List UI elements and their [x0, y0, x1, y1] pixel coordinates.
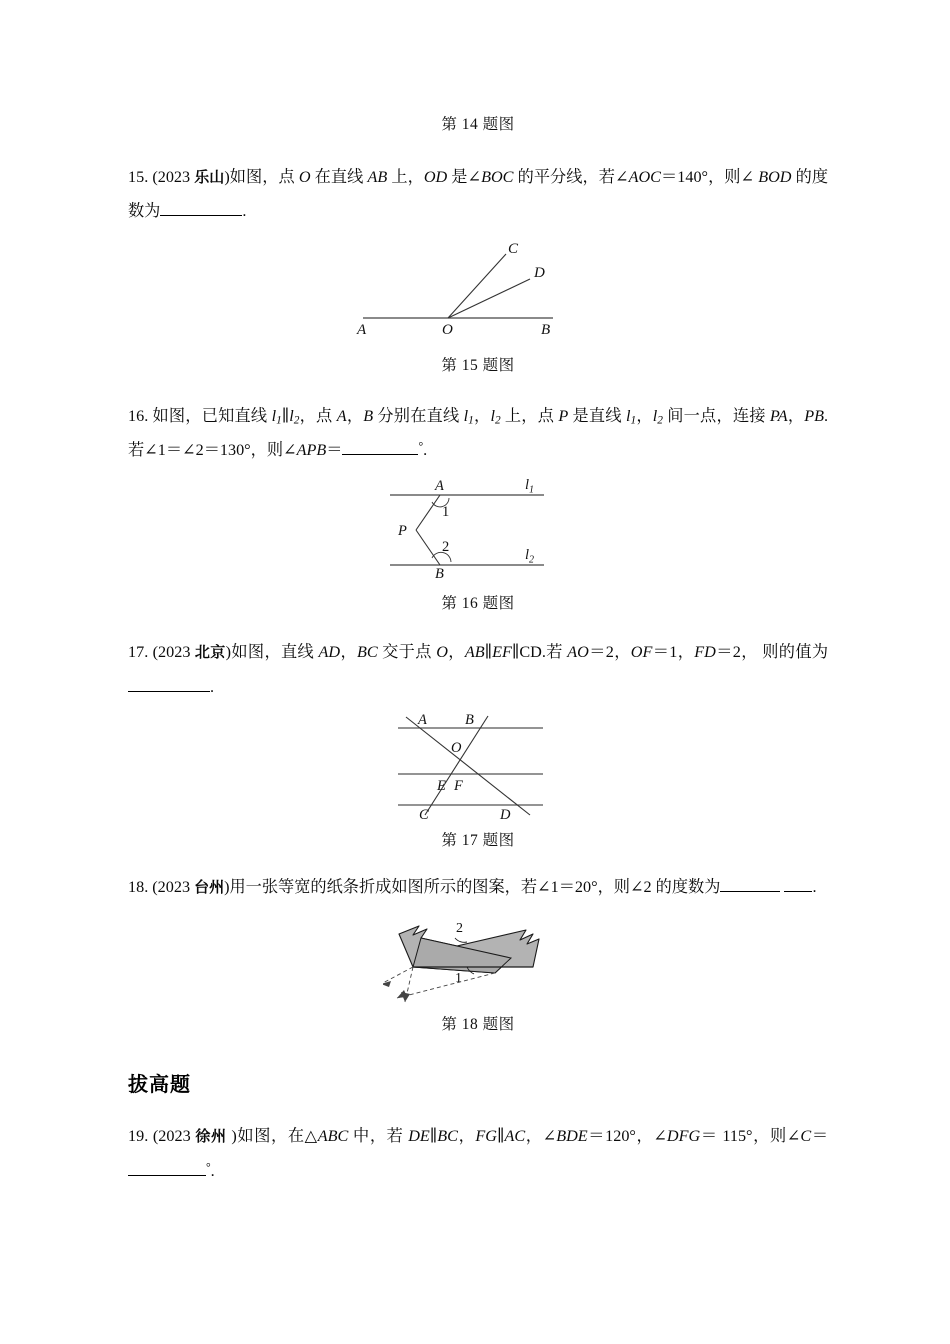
q15-var-O: O: [298, 168, 311, 186]
q19-answer-blank[interactable]: [128, 1175, 206, 1176]
figure-15: [128, 241, 828, 339]
q15-t1: 如图，点: [229, 168, 299, 186]
figure-15-label-D: D: [534, 264, 545, 281]
q16-l2: l: [289, 406, 294, 425]
q17-t1: 如图，直线: [230, 643, 319, 662]
q15-tail: .: [242, 202, 247, 221]
dashed-line-diagonal: [397, 973, 495, 998]
figure-17-label-O: O: [451, 740, 462, 757]
q15-answer-blank[interactable]: [160, 215, 242, 216]
figure-17-label-A: A: [418, 712, 427, 729]
dashed-line-left: [383, 967, 413, 984]
page-content: [128, 0, 828, 1188]
figure-15-label-O: O: [442, 321, 453, 338]
q15-var-AOC: AOC: [628, 168, 661, 186]
q17-c2: ，: [447, 643, 465, 662]
figure-17-label-E: E: [437, 778, 446, 795]
q17-var-BC: BC: [357, 643, 378, 662]
q15-var-OD: OD: [423, 168, 448, 186]
q17-t2: 交于点: [377, 643, 437, 662]
figure-16-label-l2: $l_2$: [525, 547, 535, 566]
angle-arc-2: [455, 938, 467, 942]
figure-15-label-C: C: [508, 240, 519, 257]
figure-17-label-D: D: [500, 807, 511, 823]
q16-t4: 上，点: [500, 406, 559, 425]
q16-l2-sub: 2: [293, 414, 300, 427]
q16-answer-blank[interactable]: [342, 454, 418, 455]
q15-t3: 上，: [387, 168, 424, 186]
q15-t2: 在直线: [310, 168, 368, 186]
figure-15-caption: 第 15 题图: [441, 356, 515, 374]
q17-c1: ，: [340, 643, 358, 662]
q16-l1c: l: [626, 406, 631, 425]
q16-c1: ，: [346, 406, 364, 425]
q18-answer-blank-2[interactable]: [784, 891, 812, 892]
q19-var-BDE: BDE: [556, 1127, 588, 1146]
q17-answer-blank[interactable]: [128, 691, 210, 692]
q15-t4: 是∠: [447, 168, 482, 186]
q17-var-EF: EF: [492, 643, 512, 662]
arrow-left: [383, 981, 391, 987]
q16-l1-sub: 1: [276, 414, 282, 427]
q15-t7: 的度数为: [128, 168, 829, 221]
q17-number: 17.: [128, 643, 149, 662]
figure-16: [128, 477, 828, 581]
q19-var-FG: FG: [475, 1127, 497, 1146]
section-heading-advanced: 拔高题: [128, 1072, 191, 1097]
figure-16-label-angle2: 2: [442, 539, 450, 556]
q17-var-OF: OF: [630, 643, 653, 662]
figure-15-svg: [348, 241, 608, 339]
q17-var-AD: AD: [318, 643, 341, 662]
q19-par2: ∥: [497, 1127, 505, 1146]
figure-15-label-A: A: [357, 321, 367, 338]
figure-14-caption: 第 14 题图: [441, 116, 515, 133]
q16-tail: .: [423, 441, 428, 460]
q16-t1: 如图，已知直线: [152, 406, 272, 425]
figure-16-label-angle1: 1: [442, 504, 450, 521]
q15-var-BOC: BOC: [481, 168, 514, 186]
figure-17-caption: 第 17 题图: [441, 832, 515, 850]
q16-l2b-sub: 2: [494, 414, 501, 427]
q16-number: 16.: [128, 406, 149, 425]
q17-var-FD: FD: [694, 643, 716, 662]
q16-var-A: A: [336, 406, 347, 425]
q19-t1: 如图，在△: [236, 1127, 318, 1146]
question-16-text: 16. 如图，已知直线 $l_1\parallel l_2$，点 A，B 分别在直线 $l_1$，$l_2$ 上，点 P 是直线 $l_1$，$l_2$ 间一点，连接 PA，PB. 若∠1＝∠2＝130°，则∠APB＝ °.: [128, 406, 829, 460]
transversal-BC: [425, 716, 488, 815]
q17-eq3-head: ＝2，: [715, 643, 758, 662]
segment-PA: [416, 495, 440, 530]
q19-var-AC: AC: [504, 1127, 526, 1146]
figure-16-label-l1: $l_1$: [525, 477, 535, 496]
q16-c2: ，: [787, 406, 805, 425]
question-19-text: [128, 1119, 828, 1188]
q19-degree: °: [206, 1160, 211, 1174]
q15-t6: ＝140°，则∠: [660, 168, 755, 186]
q17-eq2: ＝1，: [652, 643, 695, 662]
q16-t2: ，点: [299, 406, 337, 425]
ray-OD: [448, 279, 530, 318]
figure-17-label-F: F: [454, 778, 463, 795]
q16-par: ∥: [281, 406, 290, 425]
q16-var-PA: PA: [769, 406, 788, 425]
q17-source: (2023 北京): [152, 643, 231, 662]
q15-number: 15.: [128, 168, 149, 186]
q17-par1: ∥: [484, 643, 493, 662]
q19-c1: ，: [457, 1127, 476, 1146]
figure-17-label-C: C: [419, 807, 429, 823]
figure-17: [128, 712, 828, 822]
q17-eq3: 则的值为: [762, 643, 829, 662]
q18-tail: .: [812, 878, 817, 897]
q18-answer-blank-1[interactable]: [720, 891, 780, 892]
q16-var-PB: PB: [804, 406, 825, 425]
q19-var-ABC: ABC: [317, 1127, 349, 1146]
q17-t3: .若: [541, 643, 568, 662]
figure-16-svg: [378, 477, 578, 581]
q19-tail: .: [210, 1161, 215, 1180]
q17-var-AO: AO: [567, 643, 589, 662]
q16-var-P: P: [558, 406, 569, 425]
figure-16-label-A: A: [435, 478, 444, 495]
q18-number: 18.: [128, 878, 149, 897]
q15-var-BOD: BOD: [758, 168, 792, 186]
figure-17-svg: [378, 712, 578, 822]
figure-18-svg: [383, 912, 573, 1006]
q19-c2: ，∠: [525, 1127, 557, 1146]
q16-l2b: l: [490, 406, 495, 425]
figure-16-label-P: P: [398, 523, 407, 540]
q16-l1b: l: [463, 406, 469, 425]
figure-16-caption: 第 16 题图: [441, 595, 515, 613]
figure-17-label-B: B: [465, 712, 474, 729]
q17-eq1: ＝2，: [588, 643, 631, 662]
figure-15-label-B: B: [541, 321, 551, 338]
q17-tail: .: [210, 677, 215, 696]
figure-18: [128, 912, 828, 1006]
q17-par2: ∥: [511, 643, 520, 662]
q15-source: (2023 乐山): [152, 168, 230, 186]
figure-18-caption: 第 18 题图: [441, 1016, 515, 1034]
q16-t6: 间一点，连接: [662, 406, 770, 425]
q16-t7: . 若∠1＝∠2＝130°，则∠: [128, 406, 829, 460]
q16-l1c-sub: 1: [630, 414, 637, 427]
q16-degree: °: [418, 440, 424, 454]
q19-t2: 中，若: [348, 1127, 409, 1146]
q16-t5: 是直线: [568, 406, 626, 425]
figure-16-label-B: B: [435, 566, 444, 582]
q16-l1: l: [271, 406, 277, 425]
q19-eq1: ＝120°，∠: [587, 1127, 667, 1146]
q18-text: 用一张等宽的纸条折成如图所示的图案，若∠1＝20°，则∠2 的度数为: [229, 878, 721, 897]
q19-eq2: 115°，则∠: [722, 1127, 801, 1146]
q16-l2c: l: [652, 406, 658, 425]
q16-t3: 分别在直线: [373, 406, 464, 425]
q17-var-AB: AB: [464, 643, 485, 662]
transversal-AD: [406, 717, 530, 815]
q17-var-CD: CD: [519, 643, 542, 662]
q15-t5: 的平分线，若∠: [513, 168, 629, 186]
question-18-text: [128, 870, 828, 904]
q19-var-C: C: [800, 1127, 812, 1146]
question-17-text: [128, 635, 828, 704]
q19-var-BC: BC: [437, 1127, 458, 1146]
q16-l1b-sub: 1: [468, 414, 474, 427]
ray-OC: [448, 254, 506, 318]
q15-var-AB: AB: [367, 168, 388, 186]
segment-PB: [416, 530, 440, 565]
figure-18-label-angle2: 2: [456, 921, 463, 937]
figure-18-label-angle1: 1: [455, 971, 462, 987]
q16-l2c-sub: 2: [657, 414, 663, 427]
q17-var-O: O: [436, 643, 448, 662]
q19-par1: ∥: [429, 1127, 438, 1146]
q19-number: 19.: [128, 1127, 149, 1146]
q19-eq3: ＝: [811, 1127, 829, 1146]
q18-source: (2023 台州): [152, 878, 230, 897]
question-15-text: [128, 160, 828, 229]
q19-var-DE: DE: [408, 1127, 430, 1146]
arrow-diagonal: [397, 990, 407, 998]
q19-var-DFG: DFG: [666, 1127, 701, 1146]
q16-var-APB: APB: [296, 441, 327, 460]
q16-var-B: B: [363, 406, 374, 425]
q19-source: (2023 徐州 ): [152, 1127, 237, 1146]
q16-t8: ＝: [326, 441, 343, 460]
q19-eq2-head: ＝: [700, 1127, 718, 1146]
